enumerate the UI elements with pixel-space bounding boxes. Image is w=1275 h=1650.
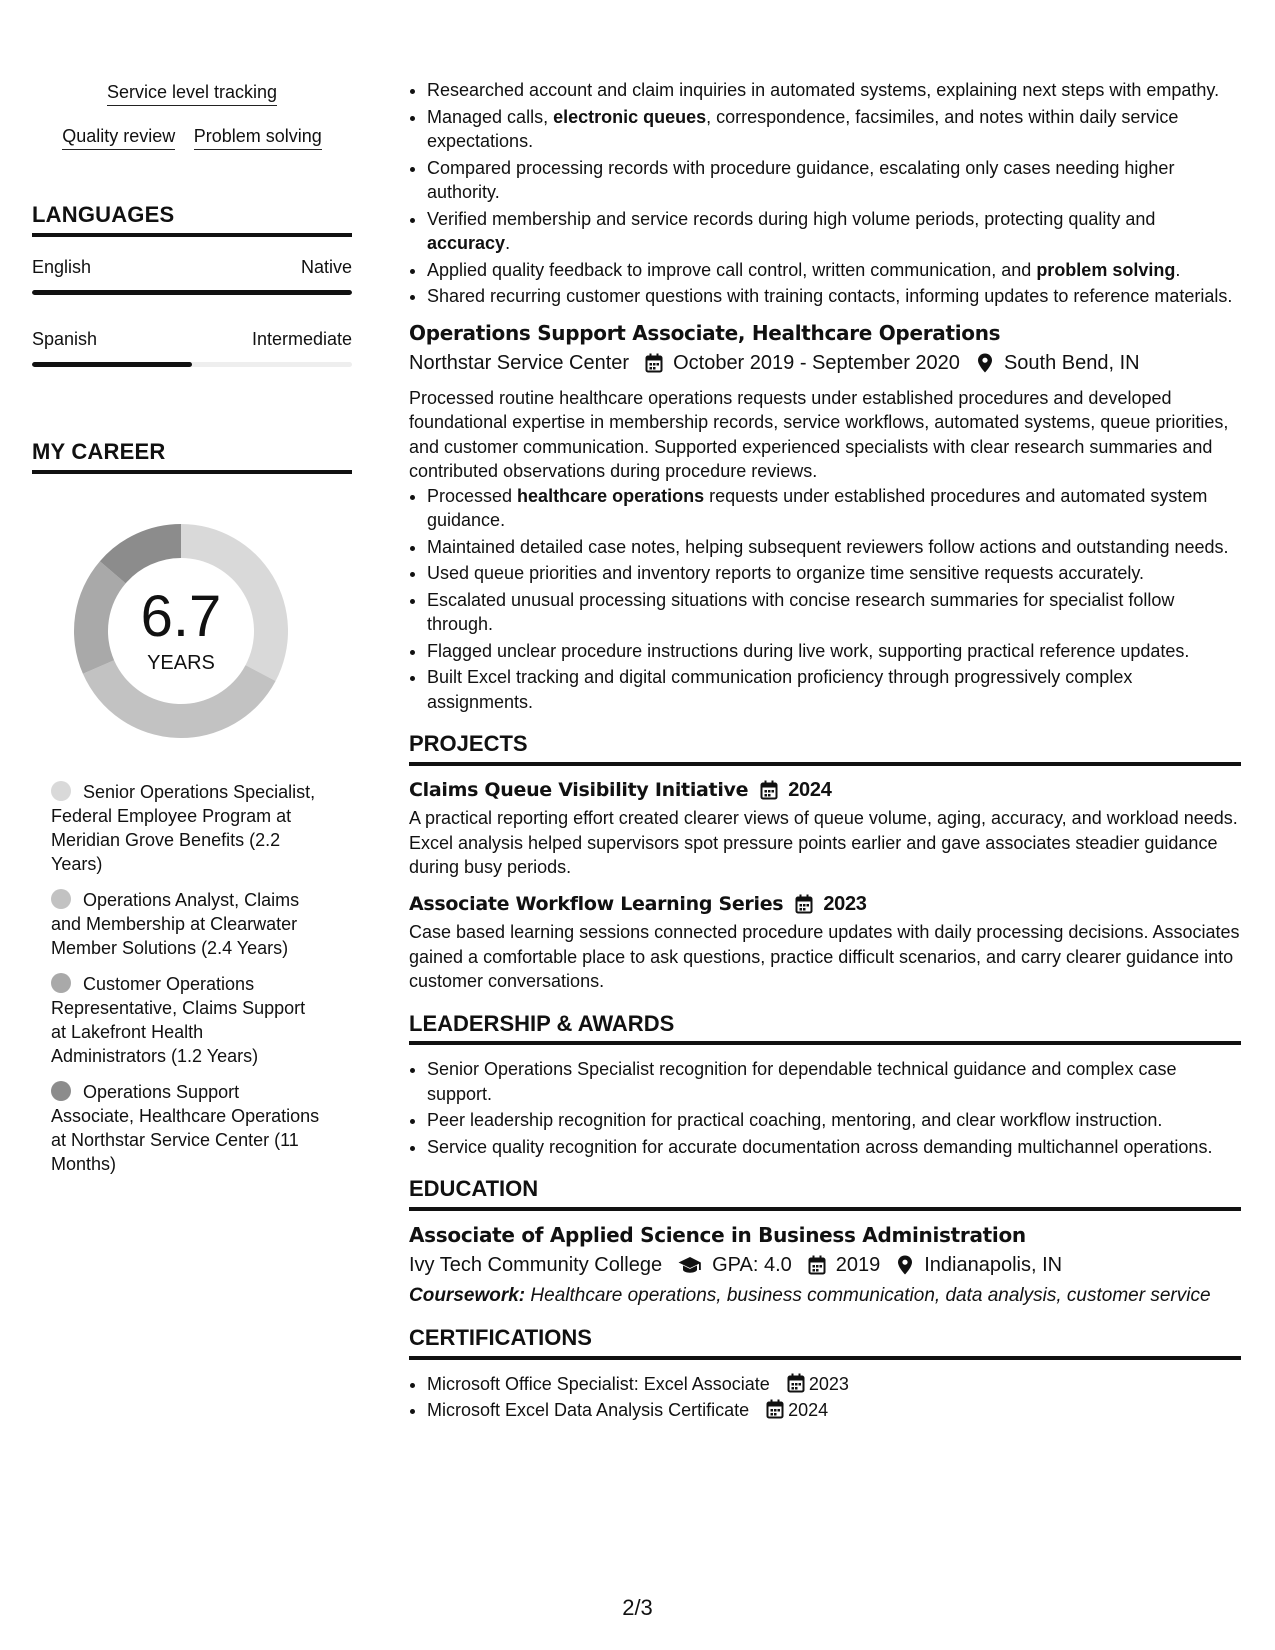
career-legend-item xyxy=(51,780,321,876)
career-legend-label: Customer Operations Representative, Claims Support at Lakefront Health Administrators (1.2 Years) xyxy=(51,974,306,1066)
certification-year: 2024 xyxy=(788,1400,829,1420)
certifications-list xyxy=(409,1372,1241,1423)
project-description: Case based learning sessions connected procedure updates with daily processing decisions. Associates gained a comfortable place to ask questions, practice difficult scenarios, and carry clearer guidance into customer conversations. xyxy=(409,922,1240,991)
leadership-item: • Service quality recognition for accurate documentation across demanding multichannel operations. xyxy=(427,1135,1241,1160)
skill-tag: Problem solving xyxy=(194,124,322,150)
calendar-icon xyxy=(808,1255,826,1275)
job-company: Northstar Service Center xyxy=(409,352,630,374)
bullet-item: • Researched account and claim inquiries in automated systems, explaining next steps with empathy. xyxy=(427,78,1241,103)
job-dates: October 2019 - September 2020 xyxy=(673,352,960,374)
certification-name: Microsoft Office Specialist: Excel Associate xyxy=(427,1373,770,1394)
career-legend-item xyxy=(51,972,321,1068)
coursework-label: Coursework: xyxy=(409,1284,526,1306)
location-pin-icon xyxy=(896,1255,914,1275)
legend-dot-icon xyxy=(51,1081,71,1101)
skills-row-1 xyxy=(32,80,352,106)
career-legend xyxy=(51,780,321,1176)
page-number: 2/3 xyxy=(622,1595,653,1620)
career-donut xyxy=(66,516,296,746)
language-level: Native xyxy=(300,257,352,277)
bullet-item: • Flagged unclear procedure instructions during live work, supporting practical reference updates. xyxy=(427,639,1241,664)
education-coursework xyxy=(409,1284,1241,1309)
project-item xyxy=(409,892,1241,994)
bullet-item: • Maintained detailed case notes, helping subsequent reviewers follow actions and outstanding needs. xyxy=(427,535,1241,560)
career-heading: MY CAREER xyxy=(32,439,352,474)
bullet-item: • Built Excel tracking and digital communication proficiency through progressively complex assignments. xyxy=(427,665,1241,714)
bullet-item: • Managed calls, electronic queues, correspondence, facsimiles, and notes within daily service expectations. xyxy=(427,105,1241,154)
career-total-unit: YEARS xyxy=(147,651,215,674)
coursework-text: Healthcare operations, business communication, data analysis, customer service xyxy=(525,1284,1211,1306)
education-gpa: GPA: 4.0 xyxy=(712,1254,792,1276)
language-name: Spanish xyxy=(32,329,98,349)
right-column xyxy=(409,78,1241,1425)
languages-heading: LANGUAGES xyxy=(32,202,352,237)
location-pin-icon xyxy=(976,353,994,373)
certification-item xyxy=(427,1372,1241,1397)
bullet-item: • Applied quality feedback to improve call control, written communication, and problem solving. xyxy=(427,258,1241,283)
certifications-heading: CERTIFICATIONS xyxy=(409,1326,1241,1360)
left-column xyxy=(32,80,352,1188)
project-year: 2023 xyxy=(823,892,867,915)
language-item xyxy=(32,257,352,295)
bullet-item: • Compared processing records with procedure guidance, escalating only cases needing higher authority. xyxy=(427,156,1241,205)
education-meta xyxy=(409,1253,1241,1278)
legend-dot-icon xyxy=(51,781,71,801)
education-degree: Associate of Applied Science in Business Administration xyxy=(409,1222,1026,1247)
certification-year: 2023 xyxy=(808,1373,849,1394)
career-legend-label: Operations Analyst, Claims and Membership at Clearwater Member Solutions (2.4 Years) xyxy=(51,890,300,958)
project-year: 2024 xyxy=(788,778,832,801)
education-heading: EDUCATION xyxy=(409,1177,1241,1211)
certification-name: Microsoft Excel Data Analysis Certificate xyxy=(427,1400,750,1420)
leadership-list xyxy=(409,1057,1241,1159)
education-year: 2019 xyxy=(835,1254,881,1276)
language-proficiency-bar xyxy=(32,362,352,367)
calendar-icon xyxy=(787,1373,805,1393)
languages-list xyxy=(32,257,352,367)
language-level: Intermediate xyxy=(251,329,352,349)
job-summary: Processed routine healthcare operations requests under established procedures and developed foundational expertise in membership records, service workflows, automated systems, queue priorities, and customer communication. Supported experienced specialists with clear research summaries and contributed observations during procedure reviews. xyxy=(409,387,1229,481)
language-proficiency-fill xyxy=(32,362,192,367)
bullet-item: • Shared recurring customer questions with training contacts, informing updates to reference materials. xyxy=(427,284,1241,309)
skills-row-2 xyxy=(32,124,352,150)
job-meta xyxy=(409,351,1241,376)
certification-item xyxy=(427,1398,1241,1423)
language-name: English xyxy=(32,257,92,277)
career-total-years: 6.7 xyxy=(140,583,222,649)
bullet-item: • Escalated unusual processing situations with concise research summaries for specialist follow through. xyxy=(427,588,1241,637)
previous-job-bullets xyxy=(409,78,1241,309)
legend-dot-icon xyxy=(51,973,71,993)
graduation-cap-icon xyxy=(678,1255,702,1275)
career-legend-label: Senior Operations Specialist, Federal Employee Program at Meridian Grove Benefits (2.2 Years) xyxy=(51,782,316,874)
legend-dot-icon xyxy=(51,889,71,909)
calendar-icon xyxy=(645,353,663,373)
job-bullets xyxy=(409,484,1241,715)
skill-tag: Quality review xyxy=(62,124,175,150)
calendar-icon xyxy=(795,894,813,914)
career-legend-item xyxy=(51,1080,321,1176)
language-item xyxy=(32,329,352,367)
job-title: Operations Support Associate, Healthcare Operations xyxy=(409,320,1001,345)
bullet-item: • Processed healthcare operations requests under established procedures and automated system guidance. xyxy=(427,484,1241,533)
job-location: South Bend, IN xyxy=(1003,352,1140,374)
education-school: Ivy Tech Community College xyxy=(409,1254,663,1276)
language-proficiency-fill xyxy=(32,290,352,295)
bullet-item: • Used queue priorities and inventory reports to organize time sensitive requests accurately. xyxy=(427,561,1241,586)
calendar-icon xyxy=(766,1399,784,1419)
project-description: A practical reporting effort created clearer views of queue volume, aging, accuracy, and workload needs. Excel analysis helped supervisors spot pressure points earlier and gave associates steadier guidance during busy periods. xyxy=(409,808,1238,877)
language-proficiency-bar xyxy=(32,290,352,295)
leadership-heading: LEADERSHIP & AWARDS xyxy=(409,1012,1241,1046)
leadership-item: • Senior Operations Specialist recognition for dependable technical guidance and complex case support. xyxy=(427,1057,1241,1106)
projects-heading: PROJECTS xyxy=(409,732,1241,766)
leadership-item: • Peer leadership recognition for practical coaching, mentoring, and clear workflow instruction. xyxy=(427,1108,1241,1133)
calendar-icon xyxy=(760,780,778,800)
project-title: Claims Queue Visibility Initiative xyxy=(409,778,749,801)
project-item xyxy=(409,778,1241,880)
skill-tag: Service level tracking xyxy=(107,80,277,106)
bullet-item: • Verified membership and service records during high volume periods, protecting quality and accuracy. xyxy=(427,207,1241,256)
project-title: Associate Workflow Learning Series xyxy=(409,892,784,915)
career-legend-label: Operations Support Associate, Healthcare Operations at Northstar Service Center (11 Months) xyxy=(51,1082,320,1174)
education-location: Indianapolis, IN xyxy=(924,1254,1063,1276)
career-legend-item xyxy=(51,888,321,960)
